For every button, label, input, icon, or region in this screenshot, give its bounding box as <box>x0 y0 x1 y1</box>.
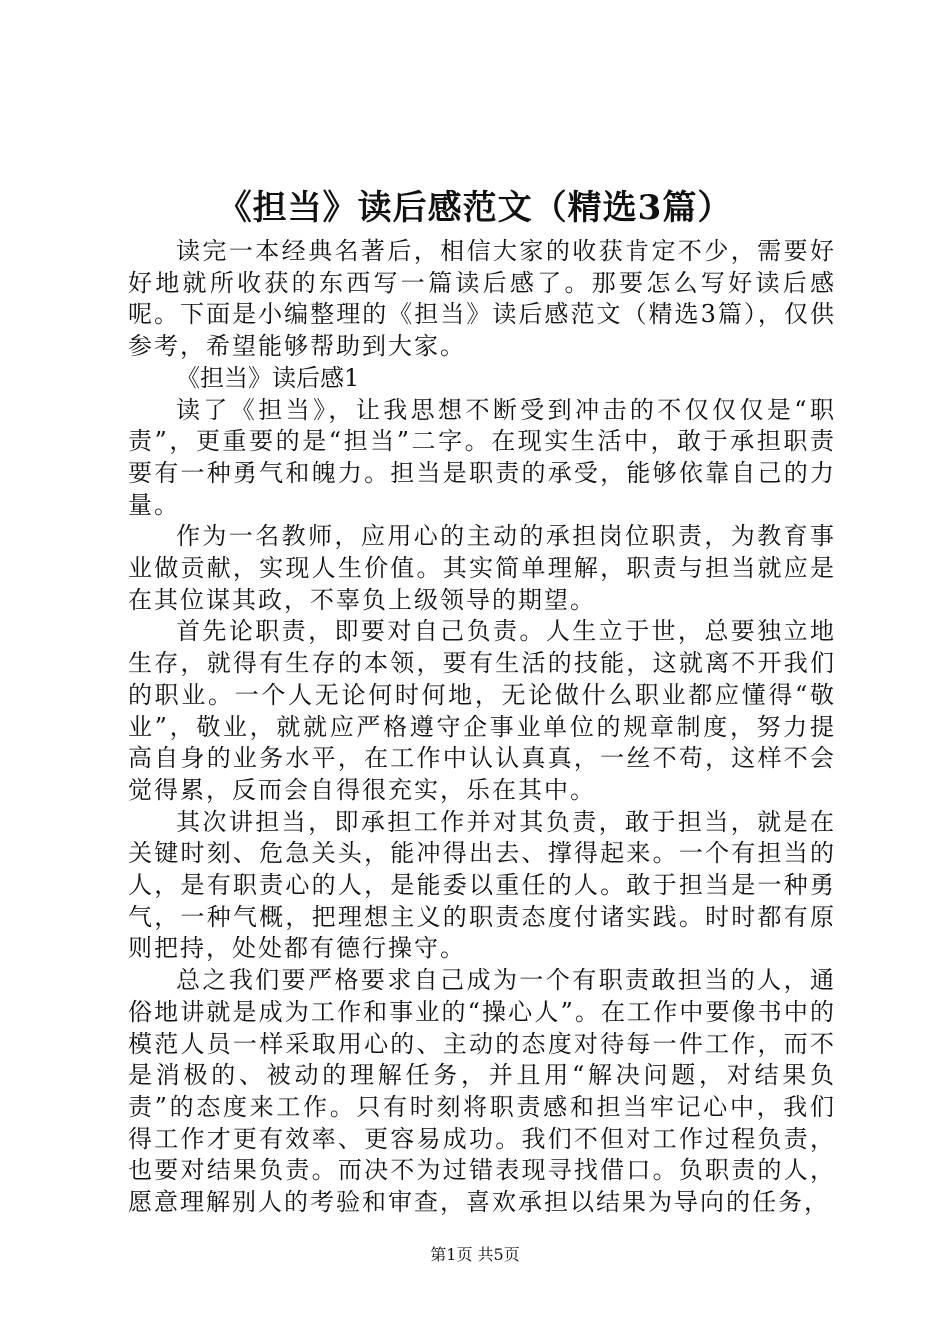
body-paragraph: 其次讲担当，即承担工作并对其负责，敢于担当，就是在关键时刻、危急关头，能冲得出去、撑得起来。一个有担当的人，是有职责心的人，是能委以重任的人。敢于担当是一种勇气，一种气概，把理想主义的职责态度付诸实践。时时都有原则把持，处处都有德行操守。 <box>128 807 836 963</box>
document-title: 《担当》读后感范文（精选3篇） <box>217 188 733 228</box>
intro-paragraph: 读完一本经典名著后，相信大家的收获肯定不少，需要好好地就所收获的东西写一篇读后感了。那要怎么写好读后感呢。下面是小编整理的《担当》读后感范文（精选3篇），仅供参考，希望能够帮助到大家。 <box>128 237 836 361</box>
section-heading: 《担当》读后感1 <box>176 363 360 392</box>
body-paragraph: 首先论职责，即要对自己负责。人生立于世，总要独立地生存，就得有生存的本领，要有生活的技能，这就离不开我们的职业。一个人无论何时何地，无论做什么职业都应懂得“敬业”，敬业，就就应严格遵守企事业单位的规章制度，努力提高自身的业务水平，在工作中认认真真，一丝不苟，这样不会觉得累，反而会自得很充实，乐在其中。 <box>128 617 836 804</box>
body-paragraph: 读了《担当》，让我思想不断受到冲击的不仅仅仅是“职责”，更重要的是“担当”二字。在现实生活中，敢于承担职责要有一种勇气和魄力。担当是职责的承受，能够依靠自己的力量。 <box>128 395 836 519</box>
page-number-footer: 第1页 共5页 <box>430 1245 520 1264</box>
body-paragraph: 作为一名教师，应用心的主动的承担岗位职责，为教育事业做贡献，实现人生价值。其实简单理解，职责与担当就应是在其位谋其政，不辜负上级领导的期望。 <box>128 522 836 614</box>
document-body <box>128 236 836 1219</box>
body-paragraph: 总之我们要严格要求自己成为一个有职责敢担当的人，通俗地讲就是成为工作和事业的“操心人”。在工作中要像书中的模范人员一样采取用心的、主动的态度对待每一件工作，而不是消极的、被动的理解任务，并且用“解决问题，对结果负责”的态度来工作。只有时刻将职责感和担当牢记心中，我们得工作才更有效率、更容易成功。我们不但对工作过程负责，也要对结果负责。而决不为过错表现寻找借口。负职责的人，愿意理解别人的考验和审查，喜欢承担以结果为导向的任务， <box>128 966 836 1217</box>
